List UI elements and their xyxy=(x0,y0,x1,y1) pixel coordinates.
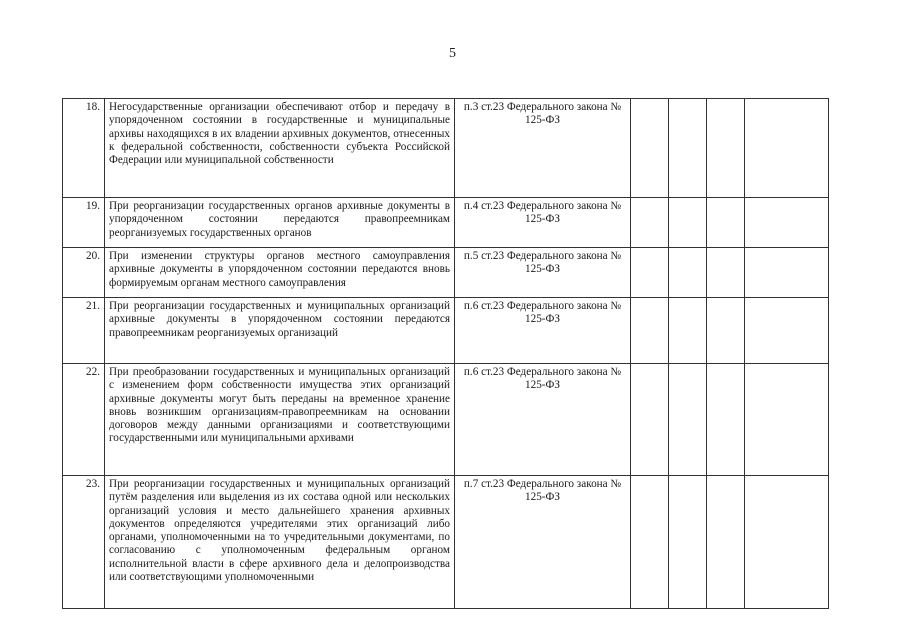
answer-na-cell xyxy=(707,298,745,364)
answer-yes-cell xyxy=(631,99,669,198)
notes-cell xyxy=(745,476,829,609)
answer-na-cell xyxy=(707,99,745,198)
legal-reference: п.4 ст.23 Федерального закона № 125-ФЗ xyxy=(455,198,631,248)
answer-na-cell xyxy=(707,476,745,609)
requirement-text: При реорганизации государственных и муниципальных организаций архивные документы в упорядоченном состоянии передаются правопреемникам реорганизуемых организаций xyxy=(105,298,455,364)
legal-reference: п.5 ст.23 Федерального закона № 125-ФЗ xyxy=(455,248,631,298)
answer-yes-cell xyxy=(631,248,669,298)
row-number: 19. xyxy=(63,198,105,248)
answer-no-cell xyxy=(669,198,707,248)
answer-yes-cell xyxy=(631,364,669,476)
notes-cell xyxy=(745,99,829,198)
row-number: 22. xyxy=(63,364,105,476)
table-row xyxy=(63,248,829,298)
requirement-text: При реорганизации государственных и муниципальных организаций путём разделения или выделения из их состава одной или нескольких организаций условия и место дальнейшего хранения архивных документов определяются учредителями этих организаций либо органами, уполномоченными на то учредительными документами, по согласованию с уполномоченным федеральным органом исполнительной власти в сфере архивного дела и делопроизводства или соответствующими уполномоченными xyxy=(105,476,455,609)
requirement-text: Негосударственные организации обеспечивают отбор и передачу в упорядоченном состоянии в государственные и муниципальные архивы находящихся в их владении архивных документов, отнесенных к федеральной собственности, собственности субъекта Российской Федерации или муниципальной собственности xyxy=(105,99,455,198)
table-row xyxy=(63,99,829,198)
page-number: 5 xyxy=(449,46,456,61)
answer-yes-cell xyxy=(631,476,669,609)
answer-no-cell xyxy=(669,364,707,476)
requirement-text: При изменении структуры органов местного самоуправления архивные документы в упорядоченном состоянии передаются вновь формируемым органам местного самоуправления xyxy=(105,248,455,298)
answer-yes-cell xyxy=(631,298,669,364)
checklist-table xyxy=(62,98,829,609)
answer-na-cell xyxy=(707,198,745,248)
row-number: 18. xyxy=(63,99,105,198)
answer-na-cell xyxy=(707,248,745,298)
notes-cell xyxy=(745,248,829,298)
notes-cell xyxy=(745,198,829,248)
answer-no-cell xyxy=(669,298,707,364)
row-number: 23. xyxy=(63,476,105,609)
answer-na-cell xyxy=(707,364,745,476)
requirement-text: При преобразовании государственных и муниципальных организаций с изменением форм собственности имущества этих организаций архивные документы могут быть переданы на временное хранение вновь возникшим организациям-правопреемникам на основании договоров между данными организациями и соответствующими государственными или муниципальными архивами xyxy=(105,364,455,476)
notes-cell xyxy=(745,298,829,364)
notes-cell xyxy=(745,364,829,476)
answer-no-cell xyxy=(669,476,707,609)
answer-no-cell xyxy=(669,248,707,298)
legal-reference: п.7 ст.23 Федерального закона № 125-ФЗ xyxy=(455,476,631,609)
table-row xyxy=(63,298,829,364)
legal-reference: п.3 ст.23 Федерального закона № 125-ФЗ xyxy=(455,99,631,198)
table-row xyxy=(63,364,829,476)
requirement-text: При реорганизации государственных органов архивные документы в упорядоченном состоянии передаются правопреемникам реорганизуемых государственных органов xyxy=(105,198,455,248)
table-row xyxy=(63,476,829,609)
row-number: 20. xyxy=(63,248,105,298)
table-row xyxy=(63,198,829,248)
legal-reference: п.6 ст.23 Федерального закона № 125-ФЗ xyxy=(455,298,631,364)
legal-reference: п.6 ст.23 Федерального закона № 125-ФЗ xyxy=(455,364,631,476)
answer-no-cell xyxy=(669,99,707,198)
row-number: 21. xyxy=(63,298,105,364)
answer-yes-cell xyxy=(631,198,669,248)
